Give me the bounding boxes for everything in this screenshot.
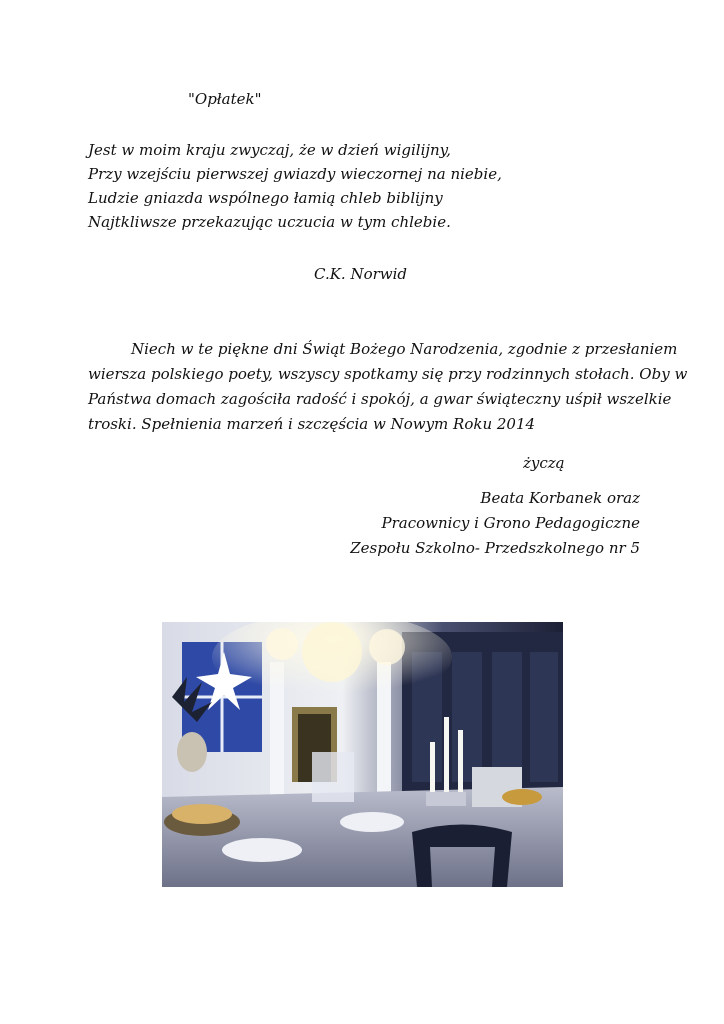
signature-line-2: Pracownicy i Grono Pedagogiczne [381, 514, 640, 532]
signature-line-1: Beata Korbanek oraz [480, 489, 640, 507]
poem-line-2: Przy wzejściu pierwszej gwiazdy wieczornej na niebie, [88, 165, 502, 183]
christmas-table-photo [162, 622, 563, 887]
author: C.K. Norwid [314, 265, 408, 283]
poem-line-1: Jest w moim kraju zwyczaj, że w dzień wigilijny, [88, 141, 451, 159]
title: "Opłatek" [188, 90, 262, 108]
greeting-line-1: Niech w te piękne dni Świąt Bożego Narodzenia, zgodnie z przesłaniem [131, 340, 678, 358]
poem-line-4: Najtkliwsze przekazując uczucia w tym chlebie. [88, 213, 451, 231]
signature-line-3: Zespołu Szkolno- Przedszkolnego nr 5 [350, 539, 640, 557]
wish: życzą [523, 454, 565, 472]
greeting-line-2: wiersza polskiego poety, wszyscy spotkamy się przy rodzinnych stołach. Oby w [88, 365, 688, 383]
greeting-line-3: Państwa domach zagościła radość i spokój, a gwar świąteczny uśpił wszelkie [88, 390, 672, 408]
greeting-line-4: troski. Spełnienia marzeń i szczęścia w Nowym Roku 2014 [88, 415, 536, 433]
poem-line-3: Ludzie gniazda wspólnego łamią chleb biblijny [88, 189, 443, 207]
